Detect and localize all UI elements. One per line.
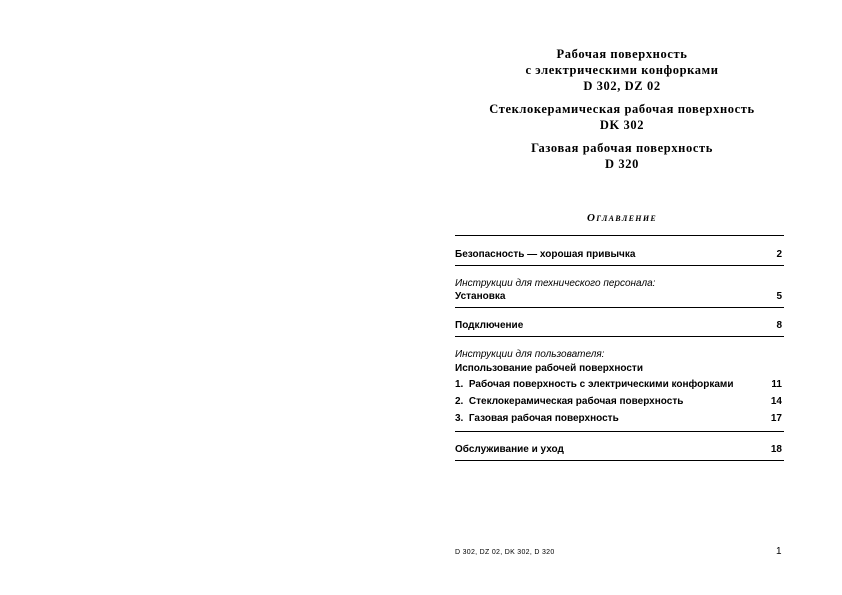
toc-entry-label: Обслуживание и уход <box>455 444 564 455</box>
toc-entry-page: 14 <box>770 396 782 407</box>
toc-entry-usage-ceramic[interactable] <box>455 393 784 410</box>
title-line: D 302, DZ 02 <box>583 79 661 93</box>
toc-section-installation <box>455 266 784 308</box>
title-line: Газовая рабочая поверхность <box>531 141 713 155</box>
toc-entry-label: 2. Стеклокерамическая рабочая поверхность <box>455 396 684 407</box>
toc-entry-label: Безопасность — хорошая привычка <box>455 249 636 260</box>
toc-entry-installation[interactable] <box>455 290 784 303</box>
title-gas <box>452 140 792 172</box>
toc-entry-page: 18 <box>770 444 782 455</box>
title-line: с электрическими конфорками <box>525 63 719 77</box>
toc-entry-label: 1. Рабочая поверхность с электрическими конфорками <box>455 379 734 390</box>
toc-entry-page: 11 <box>771 379 782 390</box>
toc-entry-label: Установка <box>455 291 506 302</box>
toc-section-maintenance <box>455 432 784 461</box>
toc-intro-user: Инструкции для пользователя: <box>455 349 605 360</box>
toc-entry-page: 8 <box>776 320 782 331</box>
title-line: D 320 <box>605 157 639 171</box>
toc-entry-usage-gas[interactable] <box>455 410 784 427</box>
toc-usage-heading: Использование рабочей поверхности <box>455 363 643 374</box>
toc-heading: Оглавление <box>587 212 657 224</box>
title-line: DK 302 <box>599 118 645 132</box>
toc-section-connection <box>455 308 784 337</box>
document-title <box>452 46 792 179</box>
title-ceramic <box>452 101 792 133</box>
title-line: Рабочая поверхность <box>556 47 688 61</box>
toc-entry-connection[interactable] <box>455 319 784 332</box>
toc-entry-usage-electric[interactable] <box>455 376 784 393</box>
toc-entry-label: Подключение <box>455 320 524 331</box>
toc-section-safety <box>455 236 784 266</box>
toc-entry-page: 17 <box>770 413 782 424</box>
toc-section-usage <box>455 337 784 432</box>
toc-entry-page: 2 <box>776 249 782 260</box>
footer-page-number: 1 <box>776 546 782 557</box>
toc-entry-page: 5 <box>776 291 782 302</box>
title-electric <box>452 46 792 94</box>
table-of-contents <box>455 235 784 461</box>
title-line: Стеклокерамическая рабочая поверхность <box>489 102 755 116</box>
toc-entry-label: 3. Газовая рабочая поверхность <box>455 413 619 424</box>
footer-models: D 302, DZ 02, DK 302, D 320 <box>455 549 555 556</box>
toc-entry-maintenance[interactable] <box>455 443 784 456</box>
toc-entry-safety[interactable] <box>455 248 784 261</box>
toc-intro-technical: Инструкции для технического персонала: <box>455 278 656 289</box>
